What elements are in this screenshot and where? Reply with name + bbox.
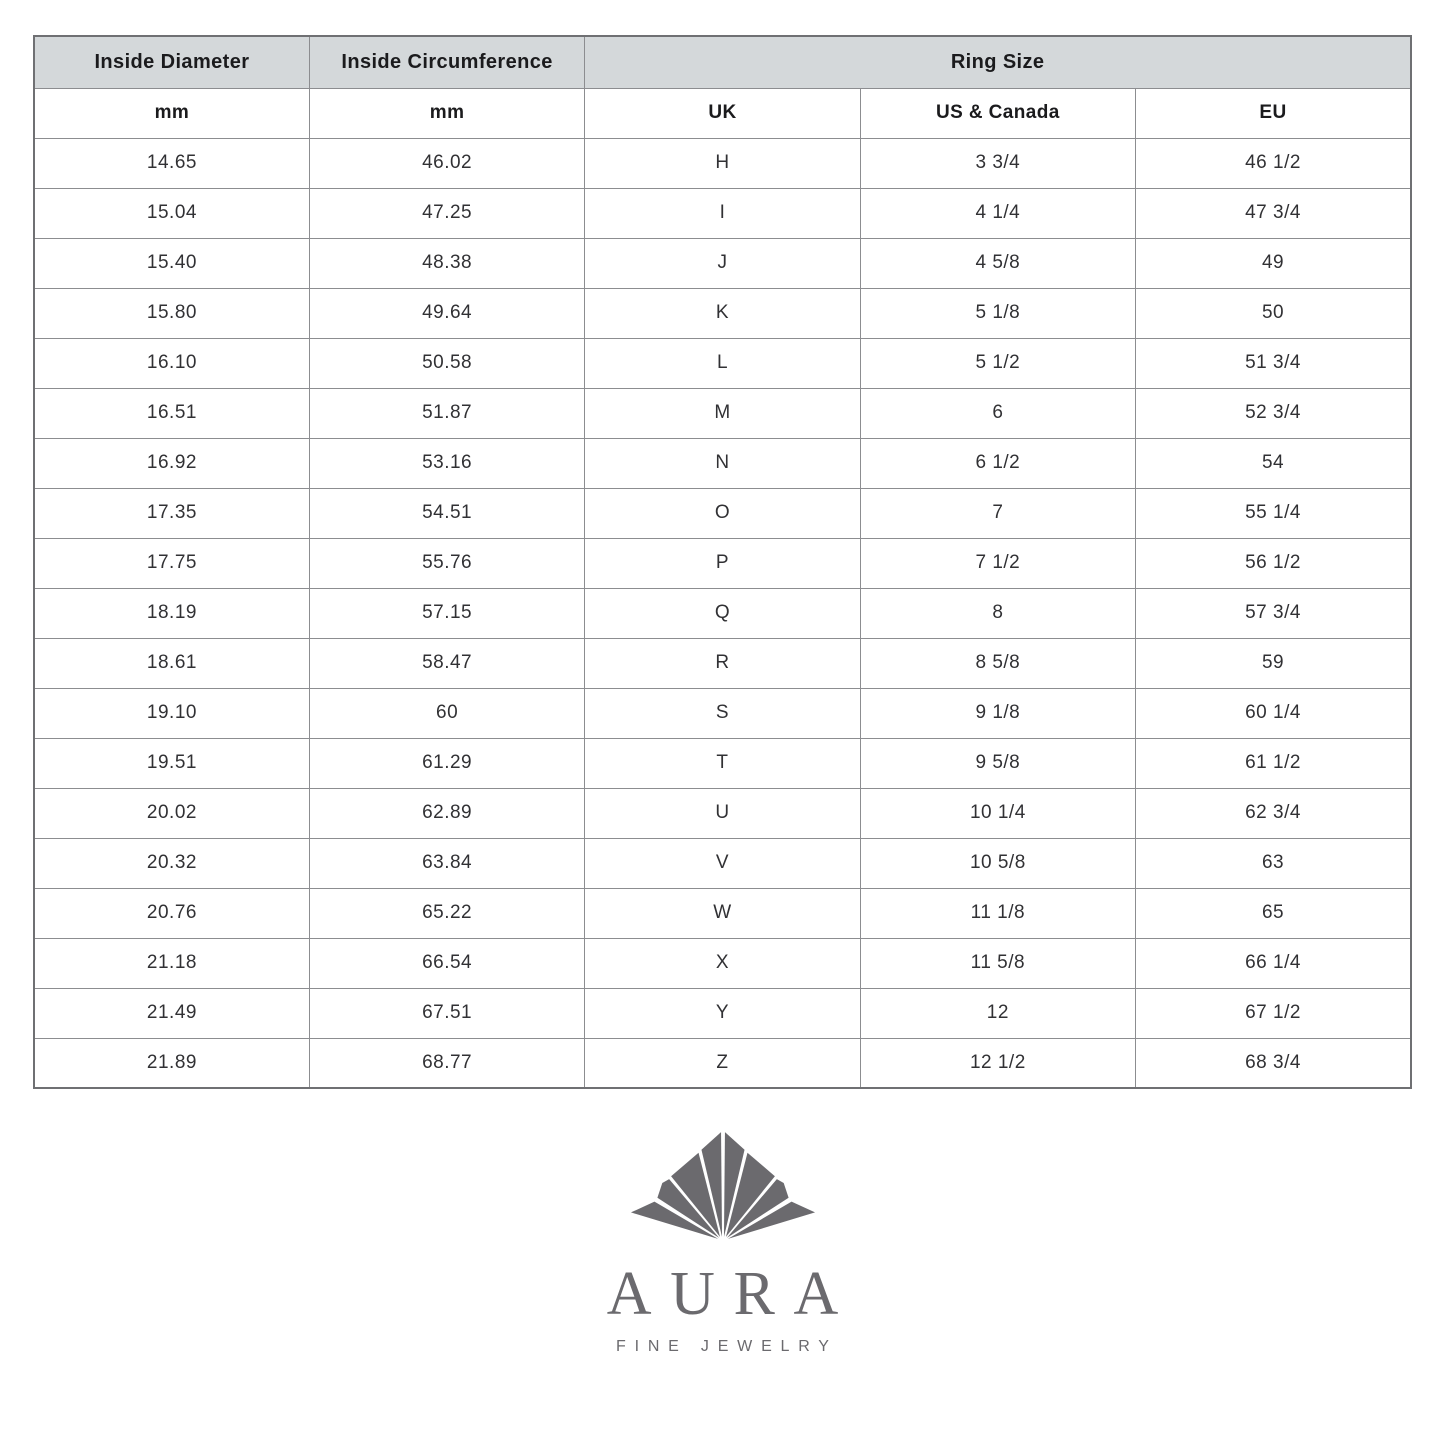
size-table-body (34, 138, 1411, 1088)
table-cell: 60 (309, 688, 584, 738)
table-row (34, 438, 1411, 488)
table-cell: 67 1/2 (1136, 988, 1411, 1038)
table-row (34, 988, 1411, 1038)
table-row (34, 538, 1411, 588)
table-cell: L (585, 338, 860, 388)
table-row (34, 338, 1411, 388)
table-cell: 16.51 (34, 388, 309, 438)
subheader-mm-diameter: mm (34, 88, 309, 138)
table-cell: 10 1/4 (860, 788, 1135, 838)
table-cell: 8 (860, 588, 1135, 638)
table-cell: 61.29 (309, 738, 584, 788)
brand-name: AURA (606, 1260, 857, 1328)
table-cell: 11 5/8 (860, 938, 1135, 988)
subheader-us-canada: US & Canada (860, 88, 1135, 138)
table-cell: W (585, 888, 860, 938)
table-cell: 49 (1136, 238, 1411, 288)
table-cell: 55 1/4 (1136, 488, 1411, 538)
ring-size-table (33, 35, 1412, 1089)
table-cell: 7 1/2 (860, 538, 1135, 588)
header-ring-size: Ring Size (585, 36, 1411, 88)
table-cell: 20.02 (34, 788, 309, 838)
table-row (34, 688, 1411, 738)
table-cell: Y (585, 988, 860, 1038)
table-cell: 54 (1136, 438, 1411, 488)
table-row (34, 188, 1411, 238)
table-cell: 65.22 (309, 888, 584, 938)
table-cell: 7 (860, 488, 1135, 538)
header-inside-diameter: Inside Diameter (34, 36, 309, 88)
table-cell: 60 1/4 (1136, 688, 1411, 738)
table-cell: 15.80 (34, 288, 309, 338)
table-cell: M (585, 388, 860, 438)
table-cell: 17.35 (34, 488, 309, 538)
table-cell: 61 1/2 (1136, 738, 1411, 788)
subheader-uk: UK (585, 88, 860, 138)
table-cell: 20.76 (34, 888, 309, 938)
subheader-eu: EU (1136, 88, 1411, 138)
table-cell: 62 3/4 (1136, 788, 1411, 838)
table-cell: 16.92 (34, 438, 309, 488)
table-row (34, 138, 1411, 188)
table-cell: 14.65 (34, 138, 309, 188)
table-cell: 3 3/4 (860, 138, 1135, 188)
table-cell: 8 5/8 (860, 638, 1135, 688)
table-cell: Z (585, 1038, 860, 1088)
table-cell: 15.40 (34, 238, 309, 288)
table-cell: 50 (1136, 288, 1411, 338)
table-row (34, 588, 1411, 638)
table-cell: 53.16 (309, 438, 584, 488)
table-cell: V (585, 838, 860, 888)
table-cell: 47.25 (309, 188, 584, 238)
table-cell: 56 1/2 (1136, 538, 1411, 588)
table-cell: 20.32 (34, 838, 309, 888)
table-cell: 46.02 (309, 138, 584, 188)
table-row (34, 488, 1411, 538)
fan-shell-icon (629, 1127, 817, 1243)
table-cell: X (585, 938, 860, 988)
table-cell: 16.10 (34, 338, 309, 388)
table-cell: 12 1/2 (860, 1038, 1135, 1088)
table-cell: I (585, 188, 860, 238)
header-group-row (34, 36, 1411, 88)
table-cell: 15.04 (34, 188, 309, 238)
table-cell: 68.77 (309, 1038, 584, 1088)
table-cell: 21.89 (34, 1038, 309, 1088)
table-row (34, 388, 1411, 438)
table-header (34, 36, 1411, 138)
table-cell: 49.64 (309, 288, 584, 338)
table-cell: 68 3/4 (1136, 1038, 1411, 1088)
table-cell: 50.58 (309, 338, 584, 388)
table-cell: 21.18 (34, 938, 309, 988)
brand-logo (0, 1127, 1445, 1356)
table-row (34, 288, 1411, 338)
table-cell: 65 (1136, 888, 1411, 938)
table-cell: S (585, 688, 860, 738)
table-cell: 63 (1136, 838, 1411, 888)
table-cell: 47 3/4 (1136, 188, 1411, 238)
table-cell: 58.47 (309, 638, 584, 688)
table-cell: P (585, 538, 860, 588)
table-cell: 19.51 (34, 738, 309, 788)
table-cell: 10 5/8 (860, 838, 1135, 888)
table-cell: 57.15 (309, 588, 584, 638)
table-cell: J (585, 238, 860, 288)
table-cell: 6 1/2 (860, 438, 1135, 488)
header-unit-row (34, 88, 1411, 138)
table-cell: 17.75 (34, 538, 309, 588)
table-cell: 48.38 (309, 238, 584, 288)
table-cell: K (585, 288, 860, 338)
table-cell: H (585, 138, 860, 188)
table-cell: 57 3/4 (1136, 588, 1411, 638)
table-cell: 21.49 (34, 988, 309, 1038)
table-cell: 52 3/4 (1136, 388, 1411, 438)
table-row (34, 788, 1411, 838)
table-cell: 19.10 (34, 688, 309, 738)
subheader-mm-circumference: mm (309, 88, 584, 138)
brand-tagline: FINE JEWELRY (616, 1338, 838, 1355)
table-cell: 18.61 (34, 638, 309, 688)
table-cell: 46 1/2 (1136, 138, 1411, 188)
table-cell: O (585, 488, 860, 538)
table-cell: 54.51 (309, 488, 584, 538)
header-inside-circumference: Inside Circumference (309, 36, 584, 88)
table-row (34, 238, 1411, 288)
table-cell: 12 (860, 988, 1135, 1038)
table-cell: R (585, 638, 860, 688)
table-row (34, 638, 1411, 688)
table-cell: 59 (1136, 638, 1411, 688)
table-cell: U (585, 788, 860, 838)
table-cell: 4 1/4 (860, 188, 1135, 238)
table-cell: 9 5/8 (860, 738, 1135, 788)
table-cell: 63.84 (309, 838, 584, 888)
table-row (34, 838, 1411, 888)
table-cell: 66 1/4 (1136, 938, 1411, 988)
table-row (34, 738, 1411, 788)
table-cell: 5 1/2 (860, 338, 1135, 388)
table-cell: 51 3/4 (1136, 338, 1411, 388)
table-cell: 55.76 (309, 538, 584, 588)
table-cell: 62.89 (309, 788, 584, 838)
table-row (34, 938, 1411, 988)
table-cell: 67.51 (309, 988, 584, 1038)
table-cell: 9 1/8 (860, 688, 1135, 738)
table-cell: T (585, 738, 860, 788)
table-cell: 5 1/8 (860, 288, 1135, 338)
table-cell: 18.19 (34, 588, 309, 638)
table-cell: 4 5/8 (860, 238, 1135, 288)
table-cell: 11 1/8 (860, 888, 1135, 938)
ring-size-table-container (33, 35, 1412, 1089)
table-cell: 66.54 (309, 938, 584, 988)
table-row (34, 1038, 1411, 1088)
table-cell: 51.87 (309, 388, 584, 438)
table-cell: Q (585, 588, 860, 638)
table-cell: N (585, 438, 860, 488)
table-cell: 6 (860, 388, 1135, 438)
table-row (34, 888, 1411, 938)
